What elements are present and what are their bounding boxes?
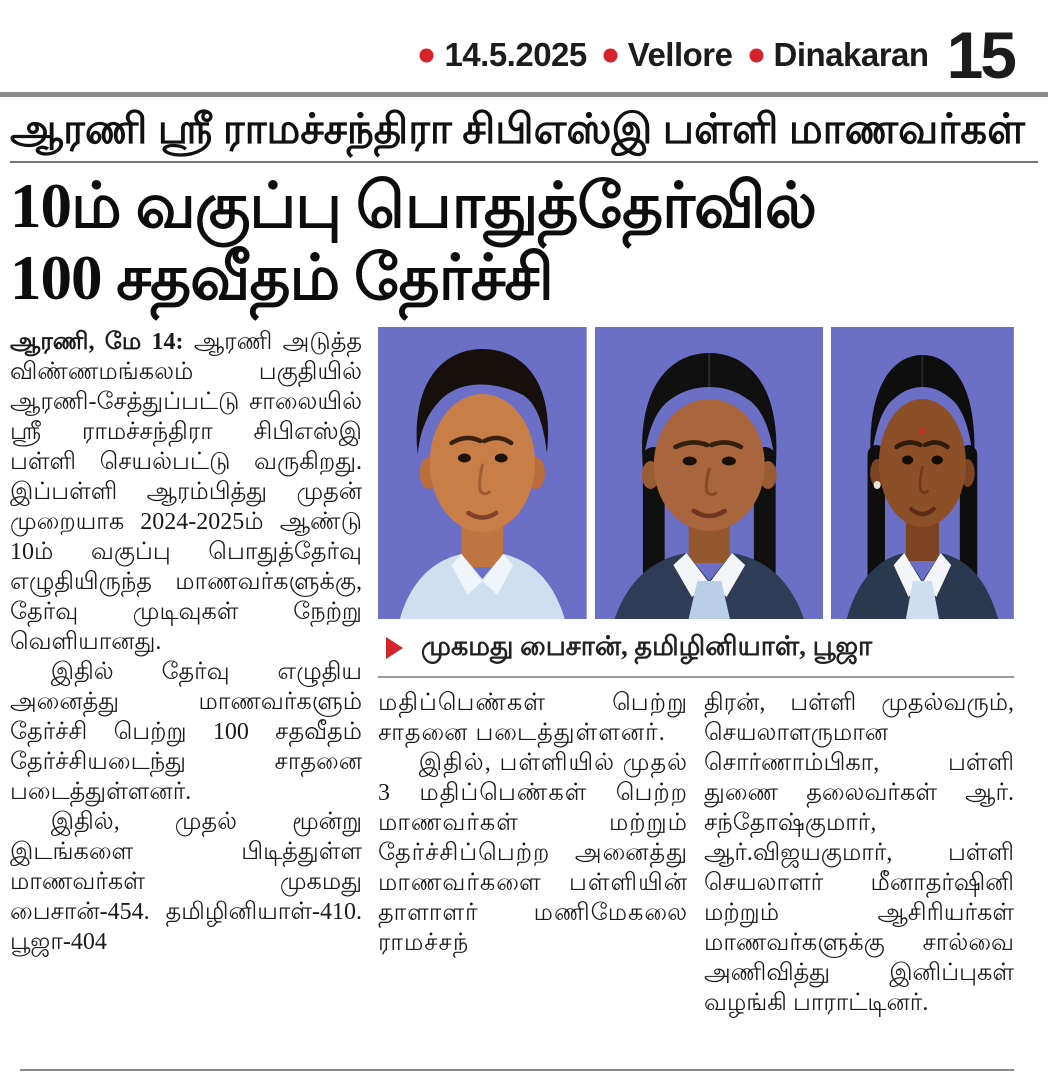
- masthead-paper-group: [749, 36, 929, 74]
- portrait-pooja: [831, 327, 1014, 619]
- paragraph: இதில், பள்ளியில் முதல் 3 மதிப்பெண்கள் பெற்ற மாணவர்கள் மற்றும் தேர்ச்சிப்பெற்ற அனைத்து மாணவர்களை பள்ளியின் தாளாளர் மணிமேகலை ராமச்சந்: [378, 749, 688, 956]
- paragraph: மதிப்பெண்கள் பெற்று சாதனை படைத்துள்ளனர்.: [378, 689, 688, 746]
- kicker-headline: ஆரணி ஸ்ரீ ராமச்சந்திரா சிபிஎஸ்இ பள்ளி மாணவர்கள்: [10, 107, 1038, 163]
- headline-line1: 10ம் வகுப்பு பொதுத்தேர்வில்: [10, 171, 817, 242]
- girl-portrait-illustration: [595, 327, 824, 619]
- masthead: [0, 0, 1048, 92]
- portrait-mugamathu-faizan: [378, 327, 587, 619]
- paragraph: இதில் தேர்வு எழுதிய அனைத்து மாணவர்களும் தேர்ச்சி பெற்று 100 சதவீதம் தேர்ச்சியடைந்து சாதனை படைத்துள்ளனர்.: [10, 658, 362, 805]
- portrait-tamizhiniyaal: [595, 327, 824, 619]
- headline-line2: 100 சதவீதம் தேர்ச்சி: [10, 243, 553, 313]
- caption-pointer-icon: [386, 637, 403, 659]
- article-column-2: [378, 688, 688, 1018]
- red-bullet-icon: [749, 48, 764, 63]
- bottom-rule: [20, 1069, 1014, 1071]
- boy-portrait-illustration: [378, 327, 587, 619]
- lower-columns: [378, 678, 1014, 1018]
- paragraph: திரன், பள்ளி முதல்வரும், செயலாளருமான சொர்ணாம்பிகா, பள்ளி துணை தலைவர்கள் ஆர். சந்தோஷ்குமார், ஆர்.விஜயகுமார், பள்ளி செயலாளர் மீனாதர்ஷினி மற்றும் ஆசிரியர்கள் மாணவர்களுக்கு சால்வை அணிவித்து இனிப்புகள் வழங்கி பாராட்டினர்.: [704, 689, 1014, 1016]
- article-column-1: [10, 327, 362, 1018]
- dateline: ஆரணி, மே 14:: [10, 328, 184, 355]
- masthead-date-group: [419, 36, 586, 74]
- red-bullet-icon: [419, 48, 434, 63]
- article-body: [0, 315, 1048, 1018]
- photo-caption-row: [378, 619, 1014, 678]
- girl-portrait-illustration: [831, 327, 1014, 619]
- photo-caption: முகமது பைசான், தமிழினியாள், பூஜா: [421, 630, 873, 661]
- paragraph: [10, 327, 362, 657]
- article-column-3: [704, 688, 1014, 1018]
- paragraph-text: ஆரணி அடுத்த விண்ணமங்கலம் பகுதியில் ஆரணி-சேத்துப்பட்டு சாலையில் ஸ்ரீ ராமச்சந்திரா சிபிஎஸ்இ பள்ளி செயல்பட்டு வருகிறது. இப்பள்ளி ஆரம்பித்து முதன் முறையாக 2024-2025ம் ஆண்டு 10ம் வகுப்பு பொதுத்தேர்வு எழுதியிருந்த மாணவர்களுக்கு, தேர்வு முடிவுகள் நேற்று வெளியானது.: [10, 328, 362, 655]
- article-right-zone: [378, 327, 1014, 1018]
- main-headline: [0, 163, 1048, 315]
- paragraph: இதில், முதல் மூன்று இடங்களை பிடித்துள்ள மாணவர்கள் முகமது பைசான்-454. தமிழினியாள்-410. பூஜா-404: [10, 808, 362, 955]
- red-bullet-icon: [603, 48, 618, 63]
- edition-date: 14.5.2025: [444, 36, 587, 73]
- news-photo: [378, 327, 1014, 619]
- page-number: 15: [946, 18, 1014, 92]
- paper-name: Dinakaran: [773, 36, 929, 73]
- kicker-wrap: [0, 97, 1048, 163]
- edition-city: Vellore: [627, 36, 733, 73]
- masthead-edition-group: [603, 36, 733, 74]
